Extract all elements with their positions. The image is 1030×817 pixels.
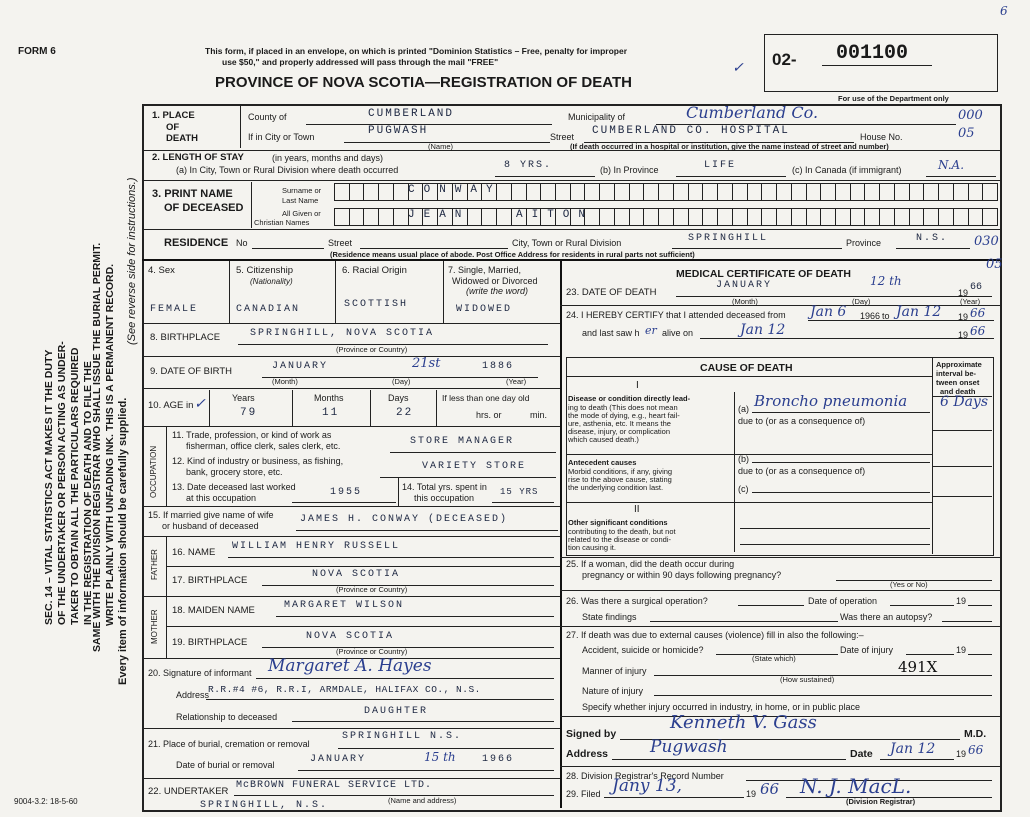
- manner-code: 491X: [898, 658, 938, 676]
- undertaker-caption: (Name and address): [388, 796, 457, 805]
- attend-to-year-prefix: 19: [958, 312, 969, 322]
- hrs-label: hrs. or: [476, 410, 502, 420]
- given-label-2: Christian Names: [254, 218, 310, 227]
- dod-day: 12 th: [870, 274, 902, 288]
- stay-label: 2. LENGTH OF STAY: [152, 152, 244, 163]
- to-label: to: [882, 311, 890, 321]
- mother-name: MARGARET WILSON: [284, 600, 405, 611]
- residence-province: N.S.: [916, 233, 949, 244]
- registration-prefix: 02-: [772, 50, 797, 69]
- op-year-prefix: 19: [956, 596, 967, 606]
- residence-code-2: 05: [986, 257, 1003, 272]
- accident-label: Accident, suicide or homicide?: [582, 645, 704, 655]
- industry-label-1: 12. Kind of industry or business, as fishing,: [172, 456, 344, 466]
- father-side-label: FATHER: [150, 549, 159, 580]
- other-label-4: tion causing it.: [568, 543, 616, 552]
- side-notice-line-5: SAME WITH THE DIVISION REGISTRAR WHO SHALL ISSUE THE BURIAL PERMIT.: [91, 242, 103, 652]
- injury-year-prefix: 19: [956, 645, 967, 655]
- dob-year: 1886: [482, 361, 515, 372]
- birthplace-value: SPRINGHILL, NOVA SCOTIA: [250, 328, 435, 339]
- residence-note: (Residence means usual place of abode. Post Office Address for residents in rural parts not sufficient): [330, 250, 695, 259]
- trade-value: STORE MANAGER: [410, 436, 515, 447]
- industry-label-2: bank, grocery store, etc.: [186, 467, 283, 477]
- name-caption: (Name): [428, 142, 454, 151]
- q27-label: 27. If death was due to external causes (violence) fill in also the following:–: [566, 630, 864, 640]
- attend-from-year: 1966: [860, 311, 881, 321]
- interval-heading-3: tween onset: [936, 378, 980, 387]
- attend-to-year: 66: [970, 306, 986, 320]
- total-value: 15 YRS: [500, 487, 539, 497]
- informant-signature: Margaret A. Hayes: [268, 656, 432, 676]
- cause-a-label: (a): [738, 404, 749, 414]
- op-date-label: Date of operation: [808, 596, 878, 606]
- antecedent-label-3: rise to the above cause, stating: [568, 475, 672, 484]
- citizenship-label: 5. Citizenship: [236, 265, 294, 276]
- state-which-caption: (State which): [752, 654, 796, 663]
- undertaker-value: McBROWN FUNERAL SERVICE LTD.: [236, 780, 433, 791]
- disease-label-4: ure, asthenia, etc. It means the: [568, 419, 671, 428]
- informant-sig-label: 20. Signature of informant: [148, 668, 252, 678]
- city-label: If in City or Town: [248, 132, 315, 142]
- cause-a-value: Broncho pneumonia: [754, 392, 908, 410]
- stay-c-label: (c) In Canada (if immigrant): [792, 165, 902, 175]
- side-notice-line-6: WRITE PLAINLY WITH UNFADING INK. THIS IS A PERMANENT RECORD.: [104, 263, 116, 626]
- physician-signature: Kenneth V. Gass: [670, 712, 817, 733]
- dod-label: 23. DATE OF DEATH: [566, 287, 657, 298]
- municipality-value: Cumberland Co.: [686, 103, 819, 122]
- residence-province-label: Province: [846, 238, 882, 248]
- check-mark: ✓: [732, 60, 744, 76]
- form-code: 9004-3.2: 18-5-60: [14, 797, 78, 806]
- autopsy-label: Was there an autopsy?: [840, 612, 933, 622]
- date-label: Date: [850, 748, 873, 760]
- antecedent-label-1: Antecedent causes: [568, 458, 637, 467]
- father-name-label: 16. NAME: [172, 547, 216, 558]
- county-label: County of: [248, 112, 287, 122]
- q29-label: 29. Filed: [566, 789, 601, 799]
- manner-label: Manner of injury: [582, 666, 647, 676]
- last-saw-label: and last saw h: [582, 328, 640, 338]
- place-label-1: 1. PLACE: [152, 110, 195, 121]
- side-notice-line-7: Every item of information should be carefully supplied.: [117, 397, 129, 685]
- burial-year: 1966: [482, 754, 515, 765]
- last-saw-year: 66: [970, 324, 986, 338]
- side-notice-line-1: SEC. 14 – VITAL STATISTICS ACT MAKES IT THE DUTY: [43, 349, 55, 625]
- stay-b-value: LIFE: [704, 160, 737, 171]
- age-years: 79: [240, 407, 258, 419]
- roman-one: I: [636, 380, 639, 391]
- place-label-3: DEATH: [166, 133, 199, 144]
- last-worked-value: 1955: [330, 487, 363, 498]
- county-value: CUMBERLAND: [368, 108, 455, 120]
- marital-label-1: 7. Single, Married,: [448, 265, 522, 275]
- father-prov-caption: (Province or Country): [336, 585, 408, 594]
- md-label: M.D.: [964, 728, 987, 740]
- medical-heading: MEDICAL CERTIFICATE OF DEATH: [676, 268, 851, 280]
- street-label: Street: [550, 132, 575, 142]
- cause-heading: CAUSE OF DEATH: [700, 362, 793, 374]
- burial-month: JANUARY: [310, 754, 367, 765]
- side-notice-line-3: TAKER TO OBTAIN ALL THE PARTICULARS REQUIRED: [69, 347, 81, 625]
- q25-line-2: pregnancy or within 90 days following pregnancy?: [582, 570, 782, 580]
- residence-no-label: No: [236, 238, 248, 248]
- racial-value: SCOTTISH: [344, 299, 409, 310]
- surname-label-1: Surname or: [282, 186, 322, 195]
- mother-birthplace-label: 19. BIRTHPLACE: [172, 637, 248, 648]
- dob-cap-day: (Day): [392, 377, 411, 386]
- age-label: 10. AGE in: [148, 400, 194, 411]
- interval-heading-2: interval be-: [936, 369, 977, 378]
- dod-cap-month: (Month): [732, 297, 758, 306]
- antecedent-label-4: the underlying condition last.: [568, 483, 664, 492]
- residence-label: RESIDENCE: [164, 237, 229, 249]
- stay-c-value: N.A.: [938, 158, 965, 172]
- antecedent-label-2: Morbid conditions, if any, giving: [568, 467, 673, 476]
- dod-year-prefix: 19: [958, 288, 969, 298]
- registrar-signature: N. J. MacL.: [800, 774, 912, 798]
- stay-a-value: 8 YRS.: [504, 160, 553, 171]
- certify-label: 24. I HEREBY CERTIFY that I attended deceased from: [566, 310, 786, 320]
- residence-city: SPRINGHILL: [688, 233, 769, 244]
- address-label: Address: [566, 748, 609, 760]
- surname-label-2: Last Name: [282, 196, 319, 205]
- given-name-1: JEAN: [408, 209, 471, 221]
- undertaker-value-2: SPRINGHILL, N.S.: [200, 800, 329, 811]
- interval-heading-4: and death: [940, 387, 976, 396]
- last-worked-label-2: at this occupation: [186, 493, 257, 503]
- trade-label-1: 11. Trade, profession, or kind of work as: [172, 430, 332, 440]
- age-days: 22: [396, 407, 414, 419]
- signed-year: 66: [968, 743, 984, 757]
- stay-label-note: (in years, months and days): [272, 153, 384, 163]
- filed-date: Jany 13,: [612, 776, 682, 796]
- name-label-1: 3. PRINT NAME: [152, 188, 233, 200]
- attend-to: Jan 12: [896, 304, 942, 320]
- relationship-value: DAUGHTER: [364, 706, 429, 717]
- years-label: Years: [232, 393, 255, 403]
- dod-month: JANUARY: [716, 280, 773, 291]
- mother-name-label: 18. MAIDEN NAME: [172, 605, 255, 616]
- informant-address-label: Address: [176, 690, 210, 700]
- birthplace-label: 8. BIRTHPLACE: [150, 332, 221, 343]
- last-saw-year-prefix: 19: [958, 330, 969, 340]
- side-notice-line-2: OF THE UNDERTAKER OR PERSON ACTING AS UNDER-: [56, 341, 68, 625]
- min-label: min.: [530, 410, 548, 420]
- q28-label: 28. Division Registrar's Record Number: [566, 771, 724, 781]
- residence-street-label: Street: [328, 238, 353, 248]
- dod-cap-day: (Day): [852, 297, 871, 306]
- date-injury-label: Date of injury: [840, 645, 894, 655]
- mail-notice-2: use $50," and properly addressed will pass through the mail "FREE": [222, 57, 499, 67]
- stay-a-label: (a) In City, Town or Rural Division where death occurred: [176, 165, 399, 175]
- given-label-1: All Given or: [282, 209, 321, 218]
- specify-label: Specify whether injury occurred in industry, in home, or in public place: [582, 702, 860, 712]
- alive-on-label: alive on: [662, 328, 694, 338]
- residence-code: 030: [974, 234, 999, 249]
- city-value: PUGWASH: [368, 125, 429, 137]
- surname-value: CONWAY: [408, 184, 502, 196]
- burial-place: SPRINGHILL N.S.: [342, 731, 463, 742]
- father-birthplace: NOVA SCOTIA: [312, 569, 401, 580]
- dob-month: JANUARY: [272, 361, 329, 372]
- filed-year: 66: [760, 780, 780, 798]
- dob-cap-month: (Month): [272, 377, 298, 386]
- side-notice-line-4: IN THE REGISTRATION OF DEATH AND TO FILE THE: [82, 361, 94, 625]
- dob-label: 9. DATE OF BIRTH: [150, 366, 232, 377]
- interval-a-value: 6 Days: [940, 394, 989, 410]
- birthplace-caption: (Province or Country): [336, 345, 408, 354]
- hospital-note: (If death occurred in a hospital or institution, give the name instead of street and number): [570, 142, 889, 151]
- mother-side-label: MOTHER: [150, 609, 159, 644]
- last-saw-date: Jan 12: [740, 322, 786, 338]
- dob-cap-year: (Year): [506, 377, 527, 386]
- given-name-2: AITON: [516, 209, 595, 221]
- place-code-1: 000: [958, 108, 983, 123]
- trade-label-2: fisherman, office clerk, sales clerk, etc.: [186, 441, 341, 451]
- signed-year-prefix: 19: [956, 749, 967, 759]
- marital-label-3: (write the word): [466, 286, 529, 296]
- how-sustained-caption: (How sustained): [780, 675, 835, 684]
- occupation-side-label: OCCUPATION: [149, 445, 158, 498]
- side-notice-line-8: (See reverse side for instructions.): [126, 177, 138, 345]
- other-label-3: related to the disease or condi-: [568, 535, 671, 544]
- undertaker-label: 22. UNDERTAKER: [148, 786, 229, 797]
- total-label-1: 14. Total yrs. spent in: [402, 482, 487, 492]
- attend-from: Jan 6: [810, 304, 847, 320]
- mother-prov-caption: (Province or Country): [336, 647, 408, 656]
- marital-label-2: Widowed or Divorced: [452, 276, 538, 286]
- industry-value: VARIETY STORE: [422, 461, 527, 472]
- marital-value: WIDOWED: [456, 304, 513, 315]
- disease-label-3: the mode of dying, e.g., heart fail-: [568, 411, 680, 420]
- due-to-1: due to (or as a consequence of): [738, 416, 866, 426]
- place-label-2: OF: [166, 122, 180, 133]
- sex-label: 4. Sex: [148, 265, 175, 276]
- disease-label-5: disease, injury, or complication: [568, 427, 670, 436]
- dod-cap-year: (Year): [960, 297, 981, 306]
- state-findings-label: State findings: [582, 612, 637, 622]
- filed-year-prefix: 19: [746, 789, 757, 799]
- form-title: PROVINCE OF NOVA SCOTIA—REGISTRATION OF DEATH: [215, 74, 632, 91]
- total-label-2: this occupation: [414, 493, 475, 503]
- mother-birthplace: NOVA SCOTIA: [306, 631, 395, 642]
- place-code-2: 05: [958, 126, 975, 141]
- last-saw-her: er: [645, 324, 657, 337]
- father-name: WILLIAM HENRY RUSSELL: [232, 541, 401, 552]
- dob-day: 21st: [412, 356, 441, 371]
- cause-b-label: (b): [738, 454, 749, 464]
- spouse-label-2: or husband of deceased: [162, 521, 259, 531]
- signed-date: Jan 12: [890, 741, 936, 757]
- age-months: 11: [322, 407, 340, 419]
- racial-label: 6. Racial Origin: [342, 265, 407, 276]
- yes-no-caption: (Yes or No): [890, 580, 928, 589]
- burial-day: 15 th: [424, 750, 456, 764]
- burial-place-label: 21. Place of burial, cremation or removal: [148, 739, 310, 749]
- street-value: CUMBERLAND CO. HOSPITAL: [592, 125, 790, 137]
- registrar-caption: (Division Registrar): [846, 797, 916, 806]
- spouse-value: JAMES H. CONWAY (DECEASED): [300, 514, 509, 525]
- last-worked-label-1: 13. Date deceased last worked: [172, 482, 296, 492]
- dod-year: 66: [970, 282, 983, 293]
- municipality-label: Municipality of: [568, 112, 626, 122]
- cause-c-label: (c): [738, 484, 749, 494]
- house-label: House No.: [860, 132, 903, 142]
- corner-mark: 6: [1000, 4, 1008, 18]
- due-to-2: due to (or as a consequence of): [738, 466, 866, 476]
- age-check: ✓: [194, 396, 206, 412]
- months-label: Months: [314, 393, 344, 403]
- spouse-label-1: 15. If married give name of wife: [148, 510, 274, 520]
- citizenship-sub: (Nationality): [250, 277, 293, 286]
- stay-b-label: (b) In Province: [600, 165, 659, 175]
- father-birthplace-label: 17. BIRTHPLACE: [172, 575, 248, 586]
- sex-value: FEMALE: [150, 304, 199, 315]
- residence-city-label: City, Town or Rural Division: [512, 238, 622, 248]
- roman-two: II: [634, 504, 640, 515]
- form-number: FORM 6: [18, 46, 56, 57]
- name-label-2: OF DECEASED: [164, 202, 244, 214]
- disease-label-6: which caused death.): [568, 435, 639, 444]
- registration-number: 001100: [836, 42, 909, 65]
- nature-label: Nature of injury: [582, 686, 644, 696]
- days-label: Days: [388, 393, 409, 403]
- disease-label-2: ing to death (This does not mean: [568, 403, 678, 412]
- interval-heading-1: Approximate: [936, 360, 982, 369]
- citizenship-value: CANADIAN: [236, 304, 301, 315]
- informant-address: R.R.#4 #6, R.R.I, ARMDALE, HALIFAX CO., N.S.: [208, 684, 481, 695]
- burial-date-label: Date of burial or removal: [176, 760, 275, 770]
- relationship-label: Relationship to deceased: [176, 712, 278, 722]
- signed-label: Signed by: [566, 728, 617, 740]
- department-use: For use of the Department only: [838, 94, 949, 103]
- q26-label: 26. Was there a surgical operation?: [566, 596, 708, 606]
- less-than-day: If less than one day old: [442, 393, 530, 403]
- mail-notice-1: This form, if placed in an envelope, on which is printed "Dominion Statistics – Free, penalty for improper: [205, 46, 628, 56]
- physician-address: Pugwash: [650, 737, 728, 757]
- other-label-1: Other significant conditions: [568, 518, 668, 527]
- other-label-2: contributing to the death, but not: [568, 527, 676, 536]
- q25-line-1: 25. If a woman, did the death occur during: [566, 559, 735, 569]
- disease-label-1: Disease or condition directly lead-: [568, 394, 691, 403]
